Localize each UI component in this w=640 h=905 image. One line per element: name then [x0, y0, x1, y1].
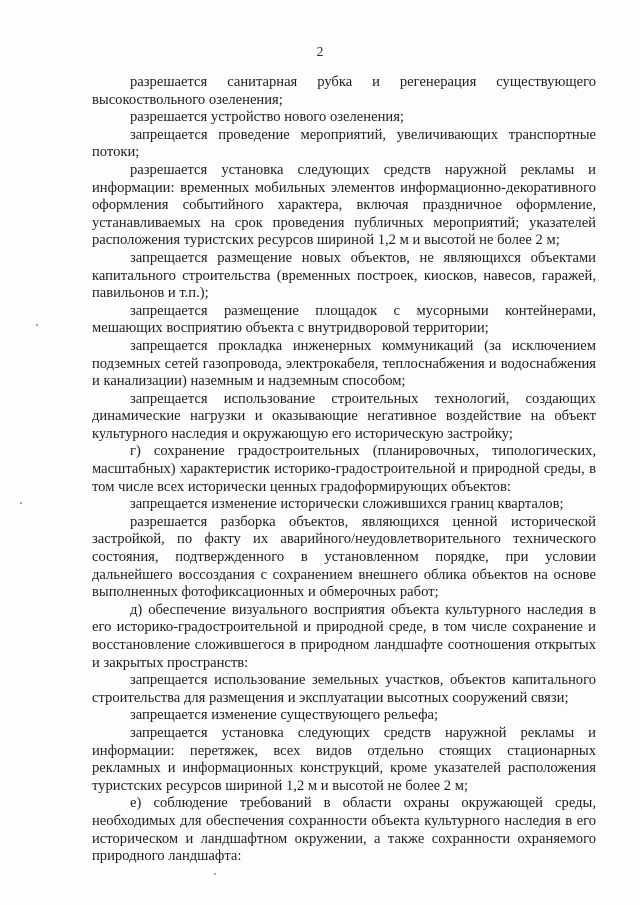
paragraph-utility-lines: запрещается прокладка инженерных коммуникаций (за исключением подземных сетей газопровода, электрокабеля, теплоснабжения и водоснабжения и канализации) наземным и надземным способом;: [92, 337, 596, 390]
paragraph-relief: запрещается изменение существующего рельефа;: [130, 707, 439, 724]
paragraph-item-g: г) сохранение градостроительных (планировочных, типологических, масштабных) характеристик историко-градостроительной и природной среды, в том числе всех исторически ценных градоформирующих объектов:: [92, 443, 596, 495]
paragraph-new-greenery: разрешается устройство нового озеленения;: [130, 109, 404, 126]
page-number: 2: [316, 44, 324, 59]
paragraph-sanitary-felling: разрешается санитарная рубка и регенерация существующего высокоствольного озеленения;: [92, 74, 596, 108]
scan-speck: [36, 324, 38, 326]
paragraph-traffic-measures: запрещается проведение мероприятий, увеличивающих транспортные потоки;: [92, 126, 596, 161]
paragraph-item-d: д) обеспечение визуального восприятия объекта культурного наследия в его историко-градостроительной и природной среде, в том числе сохранение и восстановление сложившегося в природном ландшафте соотношения открытых и закрытых пространств:: [92, 601, 596, 671]
scan-speck: [214, 873, 216, 875]
scan-speck: [20, 502, 22, 504]
paragraph-non-capital-objects: запрещается размещение новых объектов, не являющихся объектами капитального строительства (временных построек, киосков, навесов, гаражей, павильонов и т.п.);: [92, 249, 596, 302]
paragraph-temporary-advertising: разрешается установка следующих средств наружной рекламы и информации: временных мобильных элементов информационно-декоративного оформления событийного характера, включая праздничное оформление, устанавливаемых на срок проведения публичных мероприятий; указателей расположения туристских ресурсов шириной 1,2 м и высотой не более 2 м;: [92, 161, 596, 249]
paragraph-construction-technologies: запрещается использование строительных технологий, создающих динамические нагрузки и оказывающие негативное воздействие на объект культурного наследия и окружающую его историческую застройку;: [92, 390, 596, 442]
paragraph-stationary-advertising: запрещается установка следующих средств наружной рекламы и информации: перетяжек, всех видов отдельно стоящих стационарных рекламных и информационных конструкций, кроме указателей расположения туристских ресурсов шириной 1,2 м и высотой не более 2 м;: [92, 724, 596, 794]
paragraph-item-e: е) соблюдение требований в области охраны окружающей среды, необходимых для обеспечения сохранности объекта культурного наследия в его историческом и ландшафтном окружении, а также сохранности охраняемого природного ландшафта:: [92, 795, 596, 865]
document-body: [92, 74, 596, 866]
paragraph-communication-structures: запрещается использование земельных участков, объектов капитального строительства для размещения и эксплуатации высотных сооружений связи;: [92, 672, 596, 706]
paragraph-garbage-sites: запрещается размещение площадок с мусорными контейнерами, мешающих восприятию объекта с внутридворовой территории;: [92, 302, 596, 337]
paragraph-demolition: разрешается разборка объектов, являющихся ценной исторической застройкой, по факту их аварийного/неудовлетворительного технического состояния, подтвержденного в установленном порядке, при условии дальнейшего воссоздания с сохранением внешнего облика объектов на основе выполненных фотофиксационных и обмерочных работ;: [92, 513, 596, 601]
paragraph-block-boundaries: запрещается изменение исторически сложившихся границ кварталов;: [130, 496, 564, 513]
